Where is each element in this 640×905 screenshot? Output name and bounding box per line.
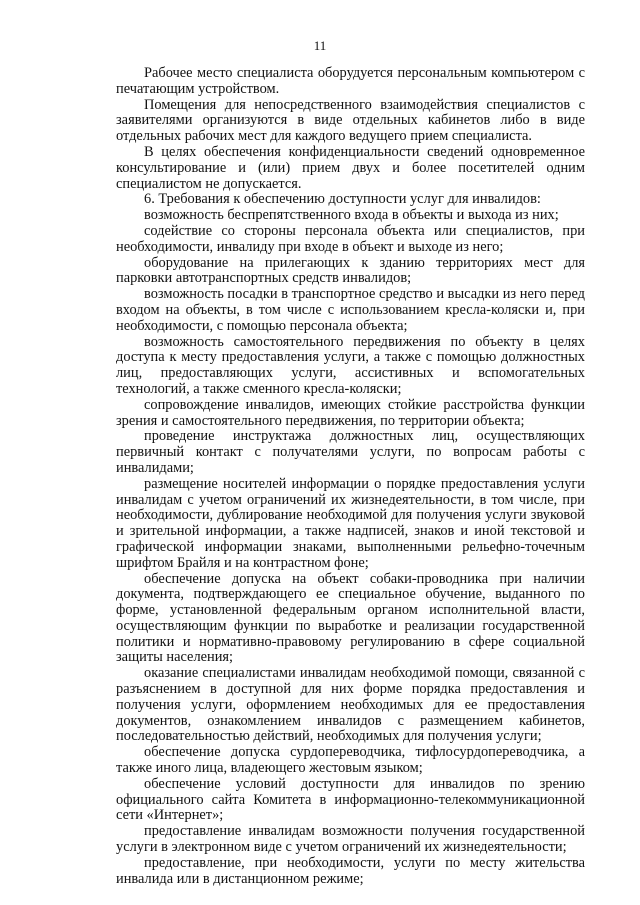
list-item: содействие со стороны персонала объекта или специалистов, при необходимости, инвалиду при входе в объект и выходе из него; bbox=[116, 222, 585, 255]
list-item: предоставление инвалидам возможности получения государственной услуги в электронном виде с учетом ограничений их жизнедеятельности; bbox=[116, 823, 585, 856]
list-item: возможность самостоятельного передвижения по объекту в целях доступа к месту предоставления услуги, а также с помощью должностных лиц, предоставляющих услуги, ассистивных и вспомогательных технологий, а также сменного кресла-коляски; bbox=[116, 333, 585, 397]
list-item: возможность беспрепятственного входа в объекты и выхода из них; bbox=[144, 207, 559, 224]
section-heading-accessibility: 6. Требования к обеспечению доступности услуг для инвалидов: bbox=[144, 191, 541, 208]
paragraph-workplace-equipment: Рабочее место специалиста оборудуется персональным компьютером с печатающим устройством. bbox=[116, 65, 585, 97]
list-item: размещение носителей информации о порядке предоставления услуги инвалидам с учетом ограничений их жизнедеятельности, в том числе, при необходимости, дублирование необходимой для получения услуги звуковой и зрительной информации, а также надписей, знаков и иной текстовой и графической информации знаками, выполненными рельефно-точечным шрифтом Брайля и на контрастном фоне; bbox=[116, 475, 585, 571]
document-body bbox=[116, 66, 585, 887]
list-item: сопровождение инвалидов, имеющих стойкие расстройства функции зрения и самостоятельного передвижения, по территории объекта; bbox=[116, 396, 585, 429]
paragraph-premises: Помещения для непосредственного взаимодействия специалистов с заявителями организуются в виде отдельных кабинетов либо в виде отдельных рабочих мест для каждого ведущего прием специалиста. bbox=[116, 96, 585, 145]
list-item: обеспечение условий доступности для инвалидов по зрению официального сайта Комитета в информационно-телекоммуникационной сети «Интернет»; bbox=[116, 775, 585, 824]
list-item: обеспечение допуска сурдопереводчика, тифлосурдопереводчика, а также иного лица, владеющего жестовым языком; bbox=[116, 744, 585, 777]
page-number: 11 bbox=[313, 38, 327, 53]
list-item: предоставление, при необходимости, услуги по месту жительства инвалида или в дистанционном режиме; bbox=[116, 854, 585, 887]
list-item: оказание специалистами инвалидам необходимой помощи, связанной с разъяснением в доступной для них форме порядка предоставления и получения услуги, оформлением необходимых для ее предоставления документов, ознакомлением инвалидов с размещением кабинетов, последовательностью действий, необходимых для получения услуги; bbox=[116, 665, 585, 745]
paragraph-confidentiality: В целях обеспечения конфиденциальности сведений одновременное консультирование и (или) прием двух и более посетителей одним специалистом не допускается. bbox=[116, 143, 585, 192]
list-item: оборудование на прилегающих к зданию территориях мест для парковки автотранспортных средств инвалидов; bbox=[116, 254, 585, 287]
list-item: проведение инструктажа должностных лиц, осуществляющих первичный контакт с получателями услуги, по вопросам работы с инвалидами; bbox=[116, 428, 585, 476]
list-item: возможность посадки в транспортное средство и высадки из него перед входом на объекты, в том числе с использованием кресла-коляски и, при необходимости, с помощью персонала объекта; bbox=[116, 286, 585, 334]
list-item: обеспечение допуска на объект собаки-проводника при наличии документа, подтверждающего ее специальное обучение, выданного по форме, установленной федеральным органом исполнительной власти, осуществляющим функции по выработке и реализации государственной политики и нормативно-правовому регулированию в сфере социальной защиты населения; bbox=[116, 570, 585, 666]
